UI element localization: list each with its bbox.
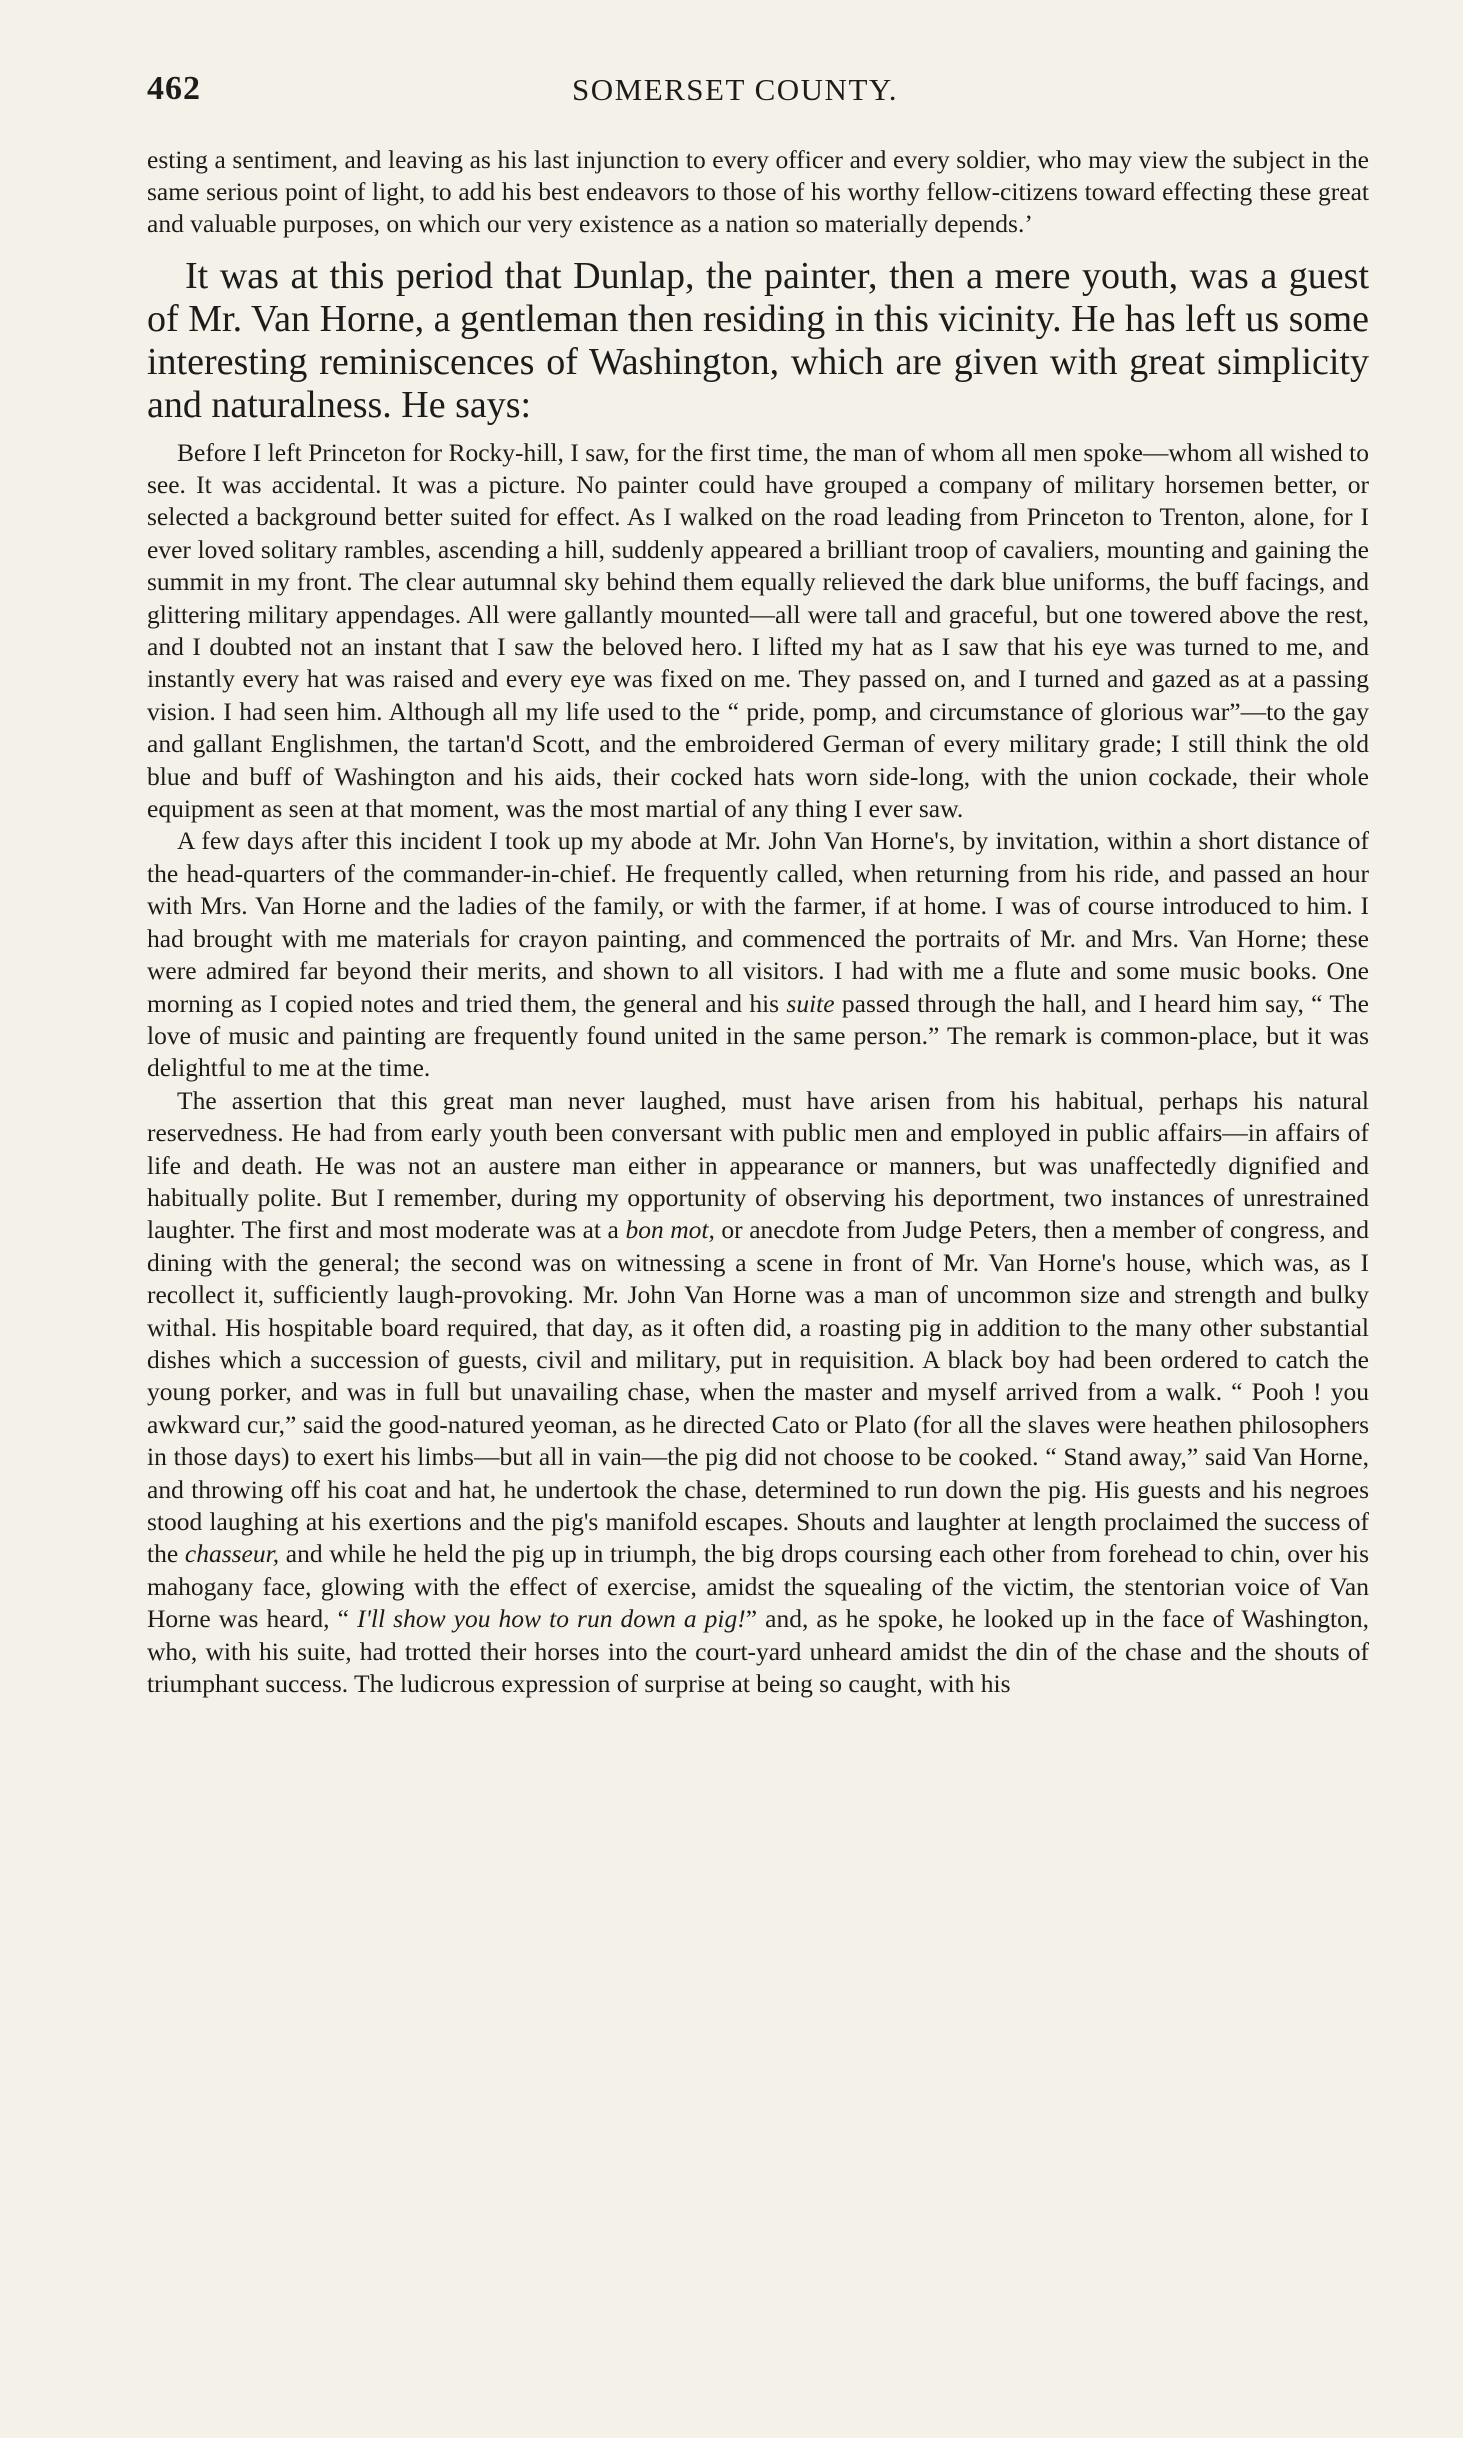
- italic-quote-run-down-pig: I'll show you how to run down a pig!: [356, 1604, 746, 1634]
- extract-paragraph-3: [147, 1085, 1369, 1701]
- intro-paragraph: It was at this period that Dunlap, the painter, then a mere youth, was a guest of Mr. Van Horne, a gentleman then residing in this vicinity. He has left us some interesting reminiscences of Washington, which are given with great simplicity and naturalness. He says:: [147, 254, 1369, 426]
- text-run: The assertion that this great man never laughed, must have arisen from his habitual, perhaps his natural reservedness. He had from early youth been conversant with public men and employed in public affairs—in affairs of life and death. He was not an austere man either in appearance or manners, but was unaffectedly dignified and habitually polite. But I remember, during my opportunity of observing his deportment, two instances of unrestrained laughter. The first and most moderate was at a: [147, 1085, 1369, 1245]
- text-run: or anecdote from Judge Peters, then a member of congress, and dining with the general; the second was on witnessing a scene in front of Mr. Van Horne's house, which was, as I recollect it, sufficiently laugh-provoking. Mr. John Van Horne was a man of uncommon size and strength and bulky withal. His hospitable board required, that day, as it often did, a roasting pig in addition to the many other substantial dishes which a succession of guests, civil and military, put in requisition. A black boy had been ordered to catch the young porker, and was in full but unavailing chase, when the master and myself arrived from a walk. “ Pooh ! you awkward cur,” said the good-natured yeoman, as he directed Cato or Plato (for all the slaves were heathen philosophers in those days) to exert his limbs—but all in vain—the pig did not choose to be cooked. “ Stand away,” said Van Horne, and throwing off his coat and hat, he undertook the chase, determined to run down the pig. His guests and his negroes stood laughing at his exertions and the pig's manifold escapes. Shouts and laughter at length proclaimed the success of the: [147, 1215, 1370, 1569]
- text-run: A few days after this incident I took up my abode at Mr. John Van Horne's, by invitation, within a short distance of the head-quarters of the commander-in-chief. He frequently called, when returning from his ride, and passed an hour with Mrs. Van Horne and the ladies of the family, or with the farmer, if at home. I was of course introduced to him. I had brought with me materials for crayon painting, and commenced the portraits of Mr. and Mrs. Van Horne; these were admired far beyond their merits, and shown to all visitors. I had with me a flute and some music books. One morning as I copied notes and tried them, the general and his: [147, 826, 1369, 1018]
- extract-paragraph-1: Before I left Princeton for Rocky-hill, I saw, for the first time, the man of whom all men spoke—whom all wished to see. It was accidental. It was a picture. No painter could have grouped a company of military horsemen better, or selected a background better suited for effect. As I walked on the road leading from Princeton to Trenton, alone, for I ever loved solitary rambles, ascending a hill, suddenly appeared a brilliant troop of cavaliers, mounting and gaining the summit in my front. The clear autumnal sky behind them equally relieved the dark blue uniforms, the buff facings, and glittering military appendages. All were gallantly mounted—all were tall and graceful, but one towered above the rest, and I doubted not an instant that I saw the beloved hero. I lifted my hat as I saw that his eye was turned to me, and instantly every hat was raised and every eye was fixed on me. They passed on, and I turned and gazed as at a passing vision. I had seen him. Although all my life used to the “ pride, pomp, and circumstance of glorious war”—to the gay and gallant Englishmen, the tartan'd Scott, and the embroidered German of every military grade; I still think the old blue and buff of Washington and his aids, their cocked hats worn side-long, with the union cockade, their whole equipment as seen at that moment, was the most martial of any thing I ever saw.: [147, 437, 1369, 824]
- dunlap-extract: [147, 437, 1369, 1701]
- page-header: [147, 66, 1369, 116]
- italic-word-chasseur: chasseur,: [184, 1539, 280, 1569]
- text-run: passed through the hall, and I heard him say, “ The love of music and painting are frequently found united in the same person.” The remark is common-place, but it was delightful to me at the time.: [147, 988, 1369, 1083]
- italic-phrase-bon-mot: bon mot,: [625, 1215, 715, 1245]
- italic-word-suite: suite: [786, 988, 835, 1018]
- quote-continuation: esting a sentiment, and leaving as his last injunction to every officer and every soldier, who may view the subject in the same serious point of light, to add his best endeavors to those of his worthy fellow-citizens toward effecting these great and valuable purposes, on which our very existence as a nation so materially depends.’: [147, 145, 1369, 239]
- page-number: 462: [147, 70, 201, 107]
- text-run: ” and, as he spoke, he looked up in the face of Washington, who, with his suite, had trotted their horses into the court-yard unheard amidst the din of the chase and the shouts of triumphant success. The ludicrous expression of surprise at being so caught, with his: [147, 1604, 1370, 1699]
- running-head: SOMERSET COUNTY.: [572, 72, 899, 107]
- text-run: and while he held the pig up in triumph, the big drops coursing each other from forehead to chin, over his mahogany face, glowing with the effect of exercise, amidst the squealing of the victim, the stentorian voice of Van Horne was heard, “: [147, 1539, 1369, 1634]
- book-page: [147, 66, 1369, 1700]
- extract-paragraph-2: [147, 825, 1369, 1084]
